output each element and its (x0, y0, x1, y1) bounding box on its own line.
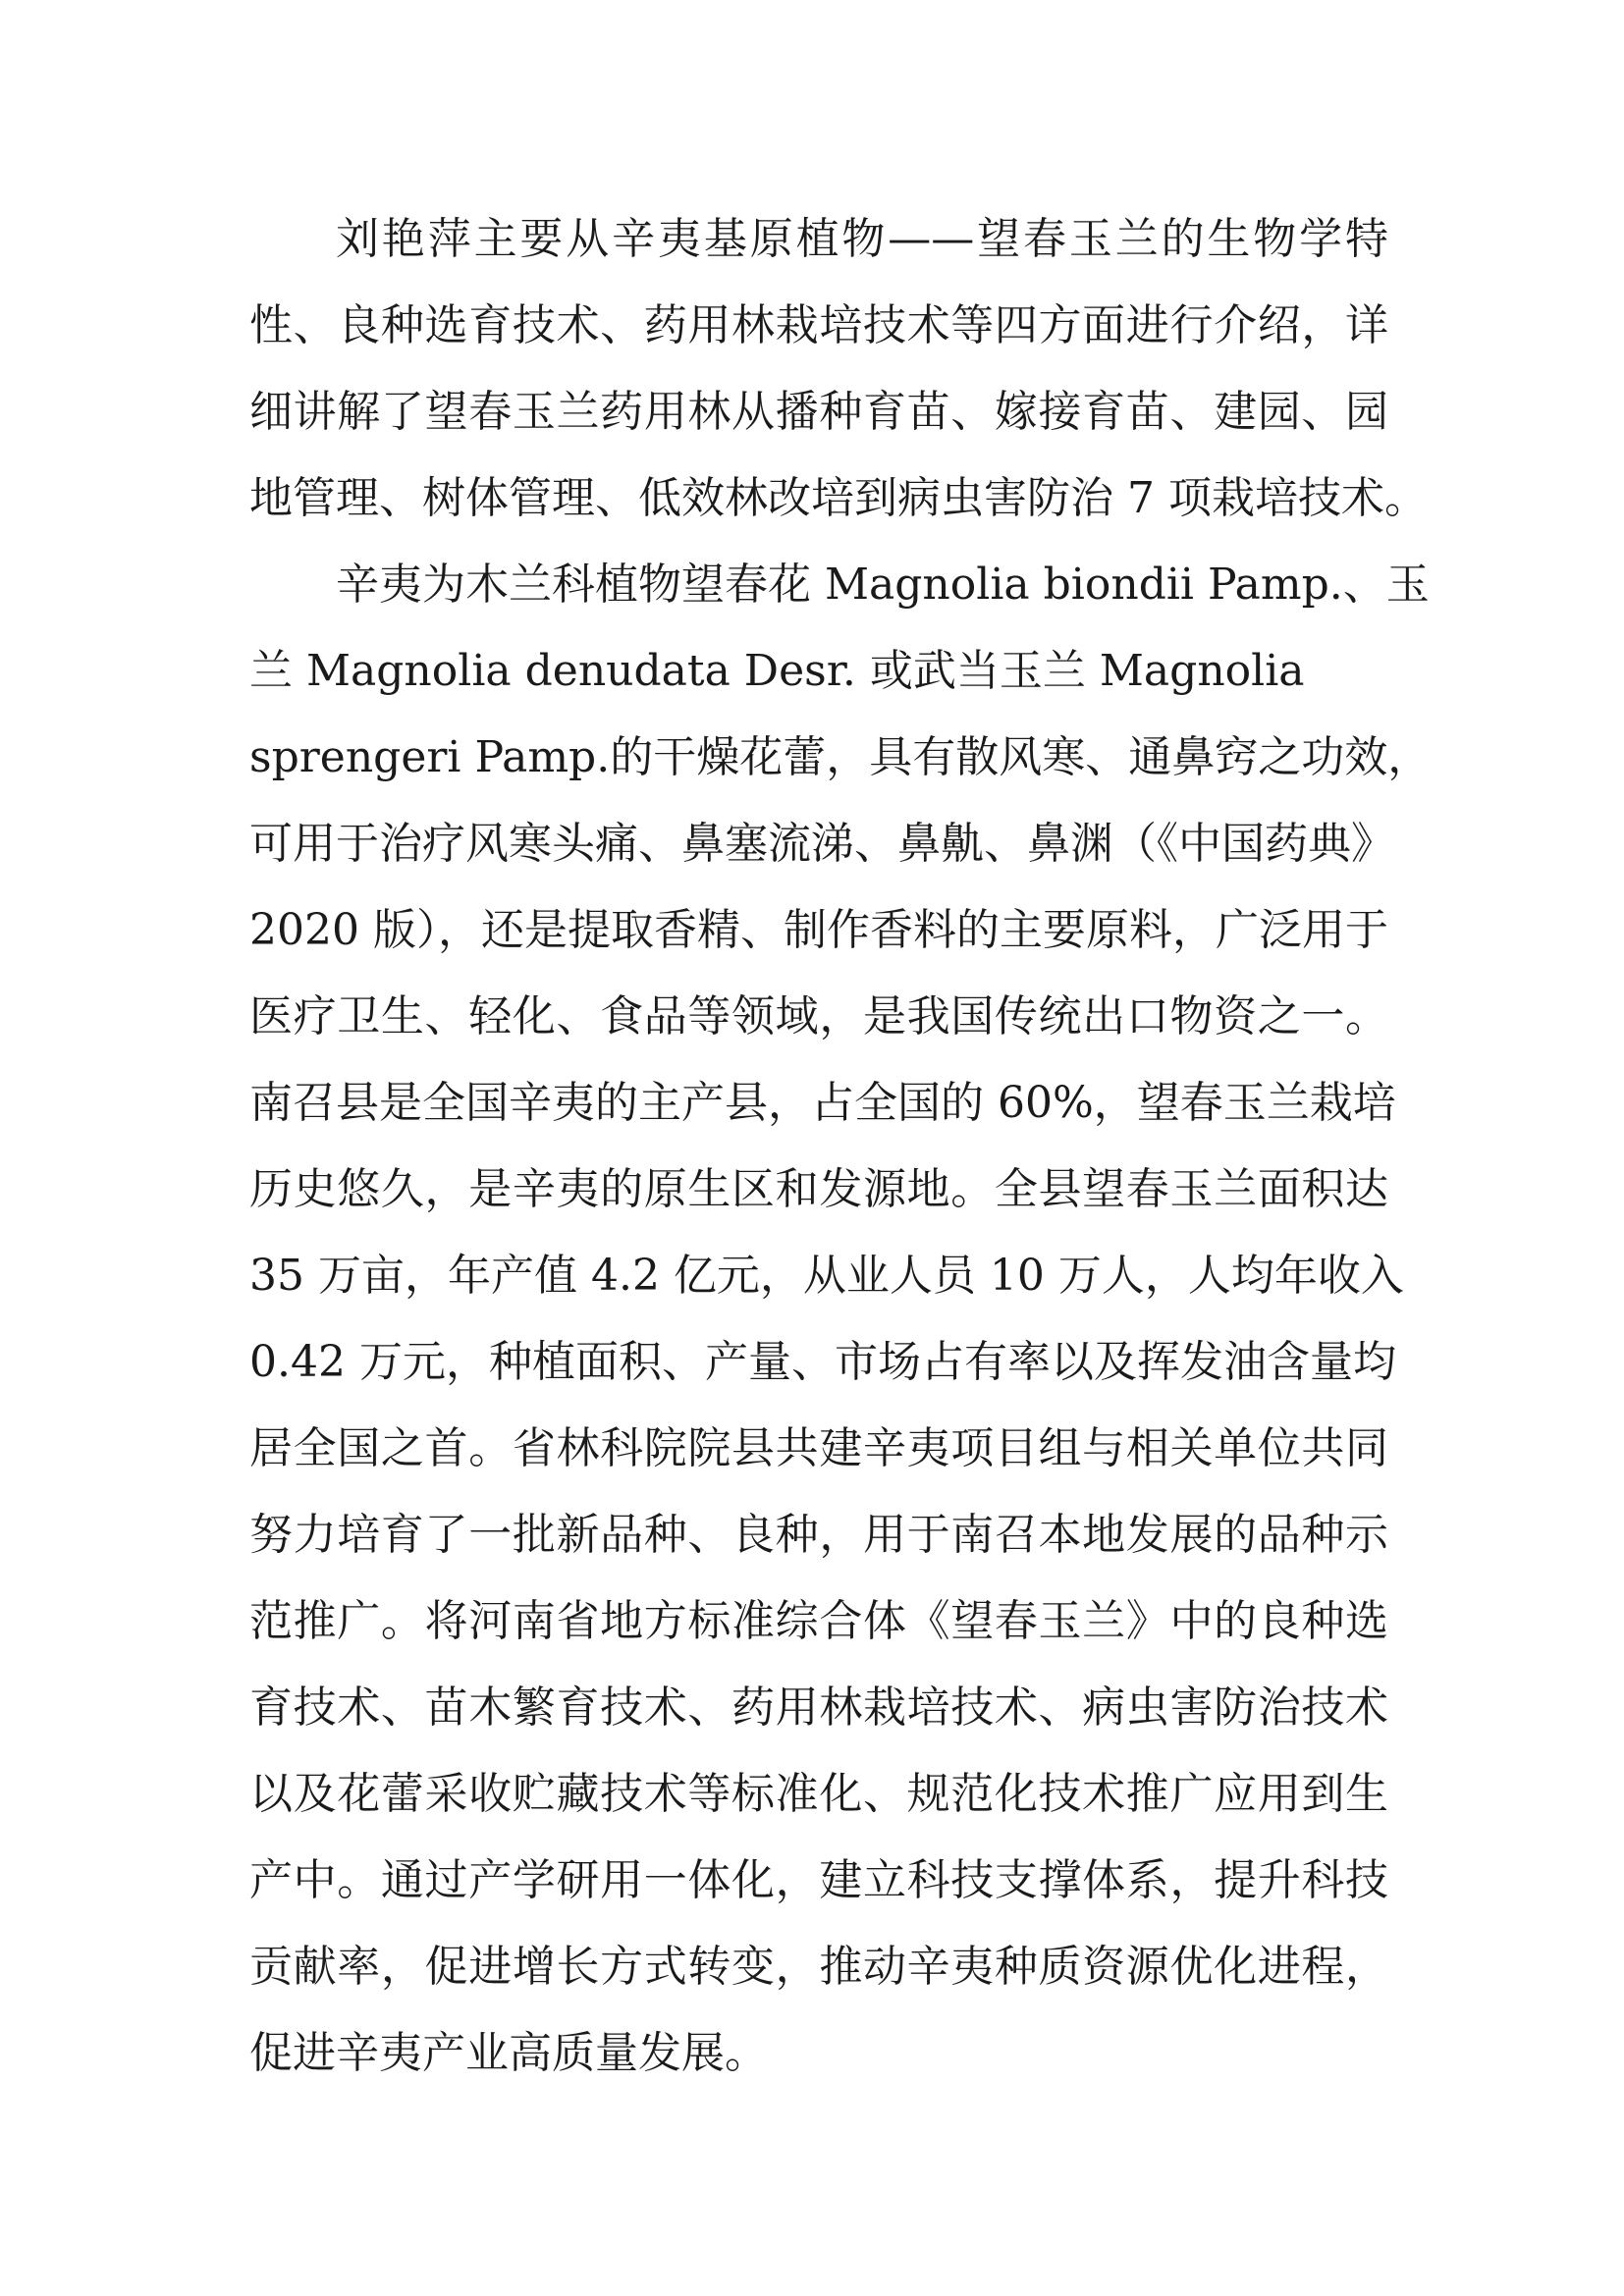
paragraph-2-line-11: 居全国之首。省林科院院县共建辛夷项目组与相关单位共同 (249, 1423, 1388, 1473)
paragraph-2-line-3: sprengeri Pamp.的干燥花蕾，具有散风寒、通鼻窍之功效， (249, 732, 1432, 782)
paragraph-2-line-2: 兰 Magnolia denudata Desr. 或武当玉兰 Magnolia (249, 646, 1305, 696)
paragraph-2-line-8: 历史悠久，是辛夷的原生区和发源地。全县望春玉兰面积达 (249, 1164, 1388, 1214)
paragraph-2-line-15: 以及花蕾采收贮藏技术等标准化、规范化技术推广应用到生 (249, 1769, 1388, 1819)
paragraph-2-line-9: 35 万亩，年产值 4.2 亿元，从业人员 10 万人，人均年收入 (249, 1251, 1404, 1301)
paragraph-2-line-4: 可用于治疗风寒头痛、鼻塞流涕、鼻鼽、鼻渊（《中国药典》 (249, 819, 1394, 869)
paragraph-2-line-7: 南召县是全国辛夷的主产县，占全国的 60%，望春玉兰栽培 (249, 1078, 1396, 1128)
paragraph-2-line-5: 2020 版），还是提取香精、制作香料的主要原料，广泛用于 (249, 905, 1388, 955)
body-text (249, 196, 1432, 2097)
paragraph-1-line-3: 细讲解了望春玉兰药用林从播种育苗、嫁接育苗、建园、园 (249, 387, 1388, 437)
paragraph-2-line-10: 0.42 万元，种植面积、产量、市场占有率以及挥发油含量均 (249, 1337, 1396, 1387)
paragraph-2-line-6: 医疗卫生、轻化、食品等领域，是我国传统出口物资之一。 (249, 991, 1388, 1041)
paragraph-1-line-4: 地管理、树体管理、低效林改培到病虫害防治 7 项栽培技术。 (249, 473, 1428, 523)
paragraph-1-line-2: 性、良种选育技术、药用林栽培技术等四方面进行介绍，详 (249, 300, 1388, 350)
paragraph-1-line-1: 刘艳萍主要从辛夷基原植物——望春玉兰的生物学特 (336, 214, 1388, 264)
paragraph-2-line-1: 辛夷为木兰科植物望春花 Magnolia biondii Pamp.、玉 (336, 560, 1430, 610)
paragraph-2-line-12: 努力培育了一批新品种、良种，用于南召本地发展的品种示 (249, 1510, 1388, 1560)
paragraph-2-line-13: 范推广。将河南省地方标准综合体《望春玉兰》中的良种选 (249, 1596, 1388, 1646)
paragraph-2-line-18: 促进辛夷产业高质量发展。 (249, 2028, 768, 2078)
paragraph-2-line-16: 产中。通过产学研用一体化，建立科技支撑体系，提升科技 (249, 1855, 1388, 1905)
paragraph-2-line-14: 育技术、苗木繁育技术、药用林栽培技术、病虫害防治技术 (249, 1682, 1388, 1733)
paragraph-2-line-17: 贡献率，促进增长方式转变，推动辛夷种质资源优化进程， (249, 1942, 1388, 1992)
